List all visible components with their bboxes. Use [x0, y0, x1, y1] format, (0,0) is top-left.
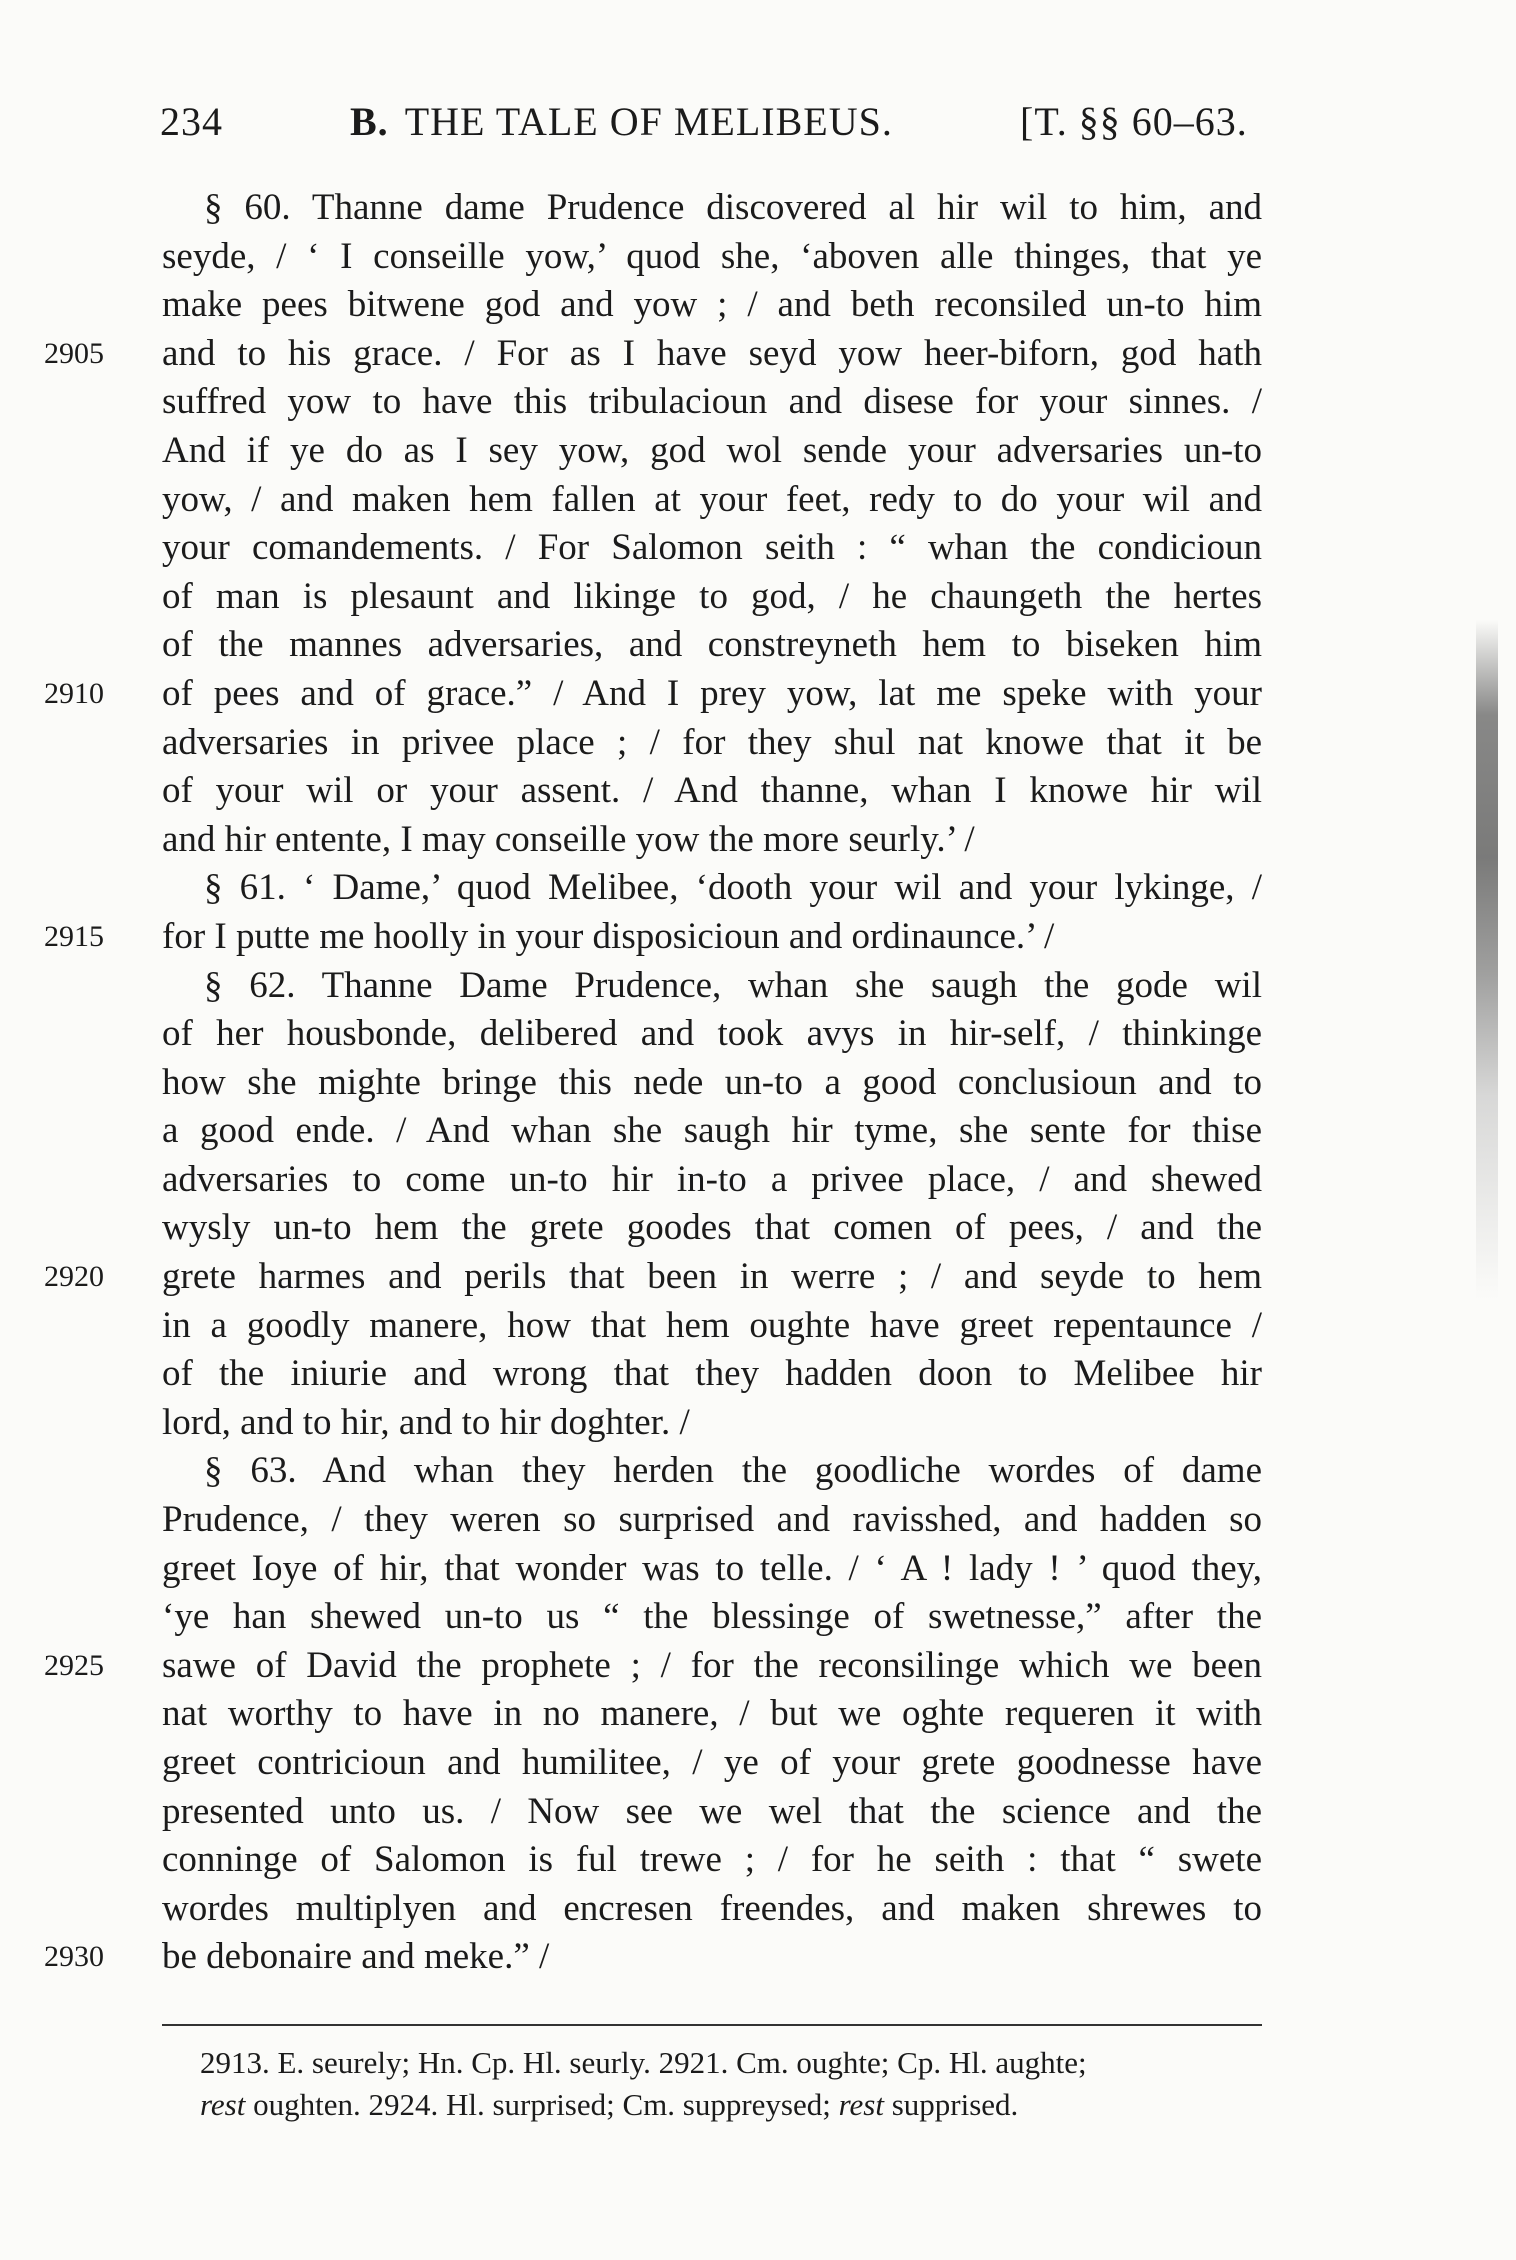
text-line-content: in a goodly manere, how that hem oughte have greet repentaunce / — [162, 1304, 1262, 1346]
line-number: 2925 — [44, 1648, 104, 1682]
footnote-text: supprised. — [883, 2087, 1019, 2122]
text-line — [162, 1788, 1262, 1837]
text-line-content: adversaries to come un-to hir in-to a privee place, / and shewed — [162, 1158, 1262, 1200]
text-line — [162, 719, 1262, 768]
text-line-content: for I putte me hoolly in your disposicioun and ordinaunce.’ / — [162, 915, 1055, 957]
text-line — [44, 913, 1262, 962]
text-line-content: of pees and of grace.” / And I prey yow, lat me speke with your — [162, 672, 1262, 714]
text-line-content: § 63. And whan they herden the goodliche wordes of dame — [204, 1450, 1262, 1492]
text-line — [162, 1593, 1262, 1642]
running-title — [350, 98, 893, 145]
text-line-content: wysly un-to hem the grete goodes that comen of pees, / and the — [162, 1207, 1262, 1249]
text-line-content: conninge of Salomon is ful trewe ; / for he seith : that “ swete — [162, 1839, 1262, 1881]
footnote-line: 2913. E. seurely; Hn. Cp. Hl. seurly. 2921. Cm. oughte; Cp. Hl. aughte; — [200, 2045, 1087, 2080]
text-line-content: of your wil or your assent. / And thanne, whan I knowe hir wil — [162, 770, 1262, 812]
text-line — [162, 1545, 1262, 1594]
running-header — [160, 98, 1260, 158]
text-line-content: Prudence, / they weren so surprised and ravisshed, and hadden so — [162, 1499, 1262, 1541]
text-line-content: nat worthy to have in no manere, / but we oghte requeren it with — [162, 1693, 1262, 1735]
text-line — [162, 1302, 1262, 1351]
text-line-content: presented unto us. / Now see we wel that the science and the — [162, 1790, 1262, 1832]
text-line-content: be debonaire and meke.” / — [162, 1936, 550, 1978]
text-line — [44, 1253, 1262, 1302]
text-line — [162, 767, 1262, 816]
text-line-content: § 60. Thanne dame Prudence discovered al hir wil to him, and — [204, 187, 1262, 228]
text-line — [162, 1107, 1262, 1156]
text-line-content: And if ye do as I sey yow, god wol sende your adversaries un-to — [162, 429, 1262, 471]
line-number: 2910 — [44, 676, 104, 710]
page-number: 234 — [160, 99, 223, 144]
text-line — [162, 1399, 1262, 1448]
title-text: THE TALE OF MELIBEUS. — [404, 99, 893, 144]
text-line — [162, 1010, 1262, 1059]
footnote-italic: rest — [200, 2087, 246, 2122]
footnote-line — [200, 2084, 1260, 2126]
text-line — [44, 670, 1262, 719]
text-line — [162, 621, 1262, 670]
text-line — [44, 1933, 1262, 1982]
text-line — [162, 1739, 1262, 1788]
text-line — [44, 1642, 1262, 1691]
text-line — [44, 330, 1262, 379]
text-line — [162, 573, 1262, 622]
text-line — [162, 1836, 1262, 1885]
text-line — [162, 816, 1262, 865]
text-line-content: make pees bitwene god and yow ; / and beth reconsiled un-to him — [162, 284, 1262, 326]
text-line-content: of the mannes adversaries, and constreyneth hem to biseken him — [162, 624, 1262, 666]
text-line-content: yow, / and maken hem fallen at your feet, redy to do your wil and — [162, 478, 1262, 520]
text-line-content: and hir entente, I may conseille yow the more seurly.’ / — [162, 818, 975, 860]
scan-edge-shadow — [1476, 620, 1498, 1300]
text-line — [162, 1496, 1262, 1545]
text-line-content: wordes multiplyen and encresen freendes, and maken shrewes to — [162, 1887, 1262, 1929]
line-number: 2930 — [44, 1940, 104, 1974]
footnotes — [200, 2042, 1260, 2126]
text-line — [162, 184, 1262, 233]
text-line — [162, 1447, 1262, 1496]
text-line-content: your comandements. / For Salomon seith : “ whan the condicioun — [162, 527, 1262, 569]
text-line-content: greet Ioye of hir, that wonder was to telle. / ‘ A ! lady ! ’ quod they, — [162, 1547, 1262, 1589]
text-line-content: greet contricioun and humilitee, / ye of your grete goodnesse have — [162, 1742, 1262, 1783]
text-line-content: and to his grace. / For as I have seyd yow heer-biforn, god hath — [162, 332, 1262, 374]
text-line-content: seyde, / ‘ I conseille yow,’ quod she, ‘aboven alle thinges, that ye — [162, 235, 1262, 277]
text-line — [162, 427, 1262, 476]
text-line — [162, 1690, 1262, 1739]
text-line-content: of the iniurie and wrong that they hadden doon to Melibee hir — [162, 1353, 1262, 1395]
text-line — [162, 1350, 1262, 1399]
text-line-content: ‘ye han shewed un-to us “ the blessinge of swetnesse,” after the — [162, 1596, 1262, 1638]
text-line — [162, 1885, 1262, 1934]
text-line — [162, 962, 1262, 1011]
line-number: 2920 — [44, 1260, 104, 1294]
text-line-content: adversaries in privee place ; / for they shul nat knowe that it be — [162, 721, 1262, 763]
text-line-content: how she mighte bringe this nede un-to a good conclusioun and to — [162, 1061, 1262, 1103]
text-line — [162, 378, 1262, 427]
text-line — [162, 524, 1262, 573]
section-letter: B. — [350, 99, 389, 144]
text-line-content: of her housbonde, delibered and took avys in hir-self, / thinkinge — [162, 1013, 1262, 1055]
text-line — [162, 281, 1262, 330]
line-number: 2915 — [44, 919, 104, 953]
text-line-content: suffred yow to have this tribulacioun and disese for your sinnes. / — [162, 381, 1262, 423]
section-reference: [T. §§ 60–63. — [1020, 99, 1248, 144]
text-line-content: of man is plesaunt and likinge to god, / he chaungeth the hertes — [162, 575, 1262, 617]
footnote-rule — [162, 2024, 1262, 2026]
text-line — [162, 1156, 1262, 1205]
text-line — [162, 476, 1262, 525]
text-line — [162, 1204, 1262, 1253]
text-line-content: sawe of David the prophete ; / for the reconsilinge which we been — [162, 1644, 1262, 1686]
text-line-content: a good ende. / And whan she saugh hir tyme, she sente for thise — [162, 1110, 1262, 1152]
text-line-content: § 61. ‘ Dame,’ quod Melibee, ‘dooth your wil and your lykinge, / — [204, 867, 1262, 909]
footnote-text: oughten. 2924. Hl. surprised; Cm. suppreysed; — [245, 2087, 839, 2122]
text-line-content: lord, and to hir, and to hir doghter. / — [162, 1401, 690, 1443]
text-line-content: § 62. Thanne Dame Prudence, whan she saugh the gode wil — [204, 964, 1262, 1006]
footnote-italic: rest — [838, 2087, 884, 2122]
text-line — [162, 864, 1262, 913]
text-line — [162, 233, 1262, 282]
text-line — [162, 1059, 1262, 1108]
main-text — [44, 184, 1262, 1982]
text-line-content: grete harmes and perils that been in werre ; / and seyde to hem — [162, 1256, 1262, 1298]
line-number: 2905 — [44, 336, 104, 370]
